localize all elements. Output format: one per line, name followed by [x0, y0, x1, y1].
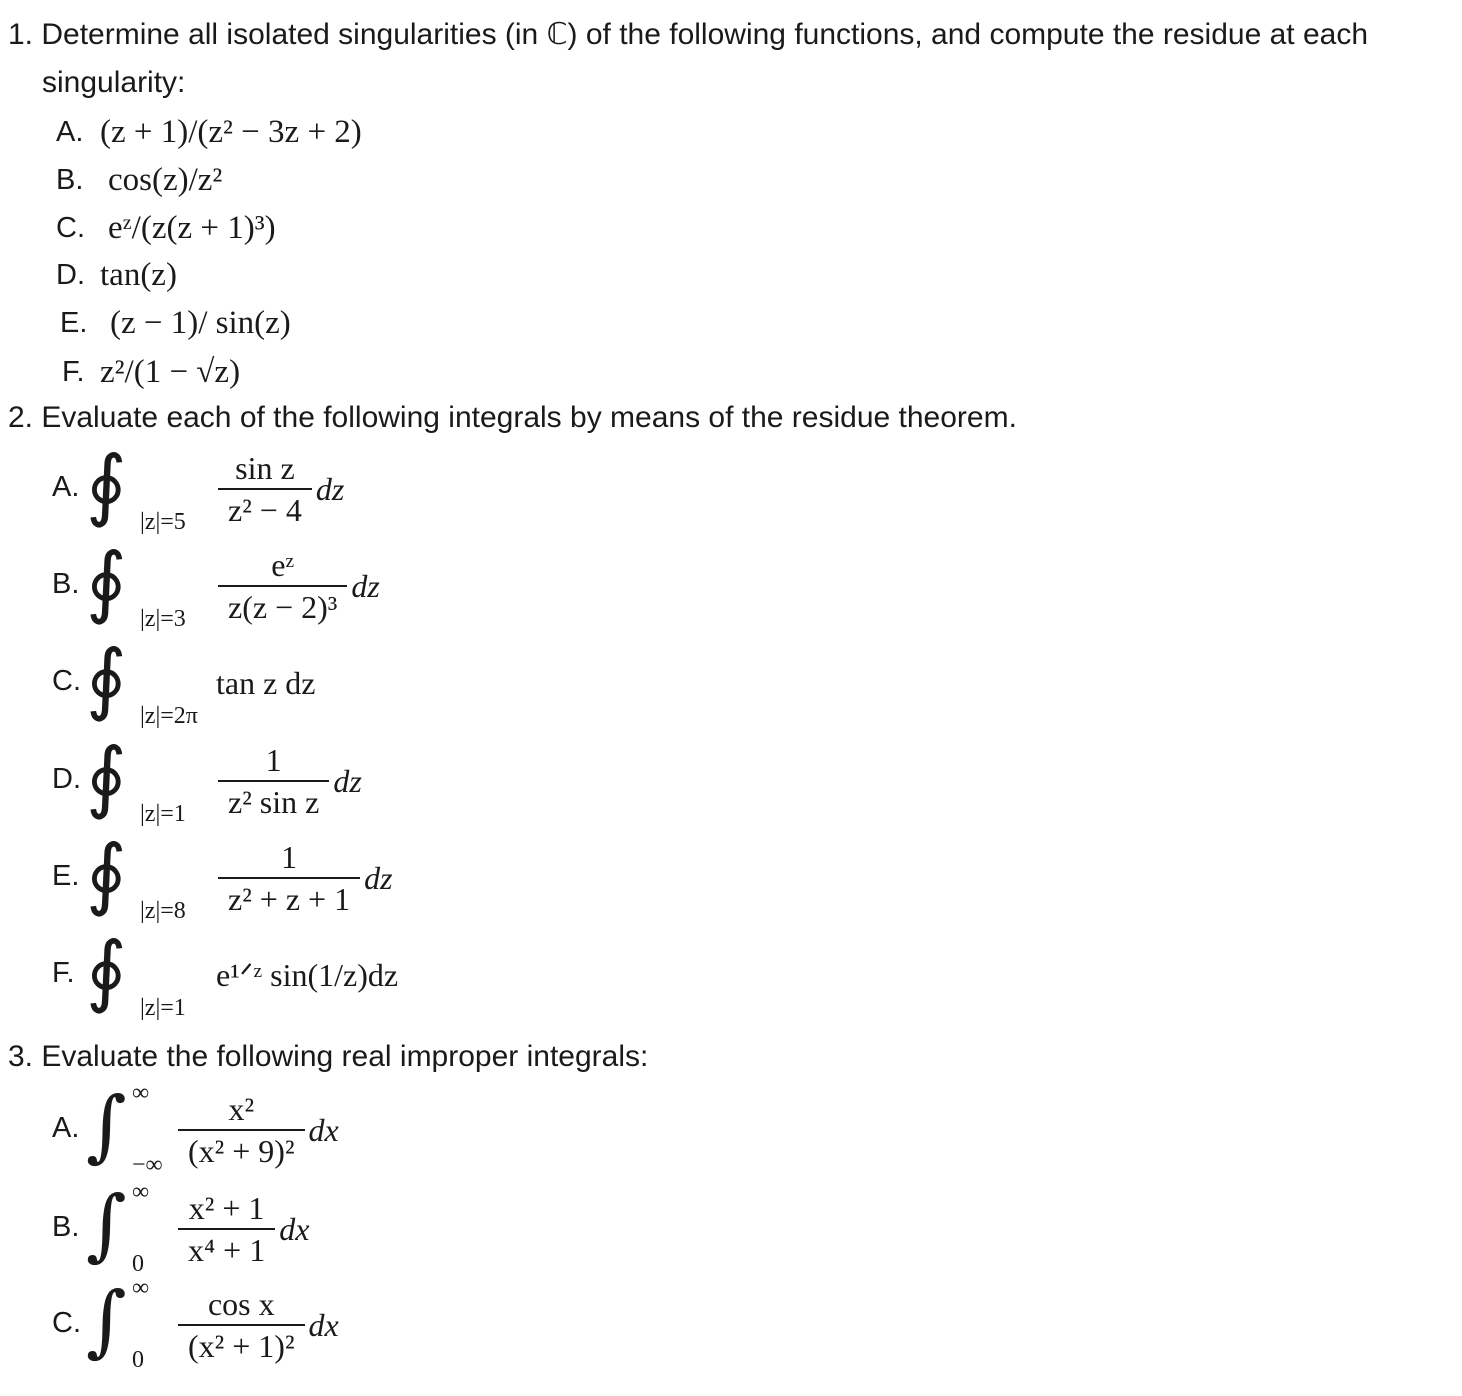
integrand-expression: tan z dz — [216, 665, 316, 701]
fraction — [176, 1089, 307, 1171]
fraction — [216, 740, 331, 822]
numerator: 1 — [281, 839, 298, 875]
upper-bound: ∞ — [132, 1179, 150, 1205]
item-label: E. — [60, 307, 88, 339]
item-label: B. — [52, 1211, 80, 1243]
integrand — [216, 740, 362, 822]
q1-heading: 1. Determine all isolated singularities (in ℂ) of the following functions, and compute the residue at each — [8, 18, 1369, 51]
function-expression: (z − 1)/ sin(z) — [110, 305, 291, 341]
item-label: A. — [56, 116, 84, 148]
denominator: (x² + 1)² — [188, 1328, 295, 1364]
integrand — [176, 1188, 309, 1270]
integral-sign-icon: ∫ — [86, 1276, 127, 1366]
lower-bound: |z|=3 — [140, 606, 186, 632]
integrand-expression: e¹ᐟᶻ sin(1/z)dz — [216, 957, 399, 993]
q1-heading-cont: singularity: — [42, 66, 186, 99]
denominator: (x² + 9)² — [188, 1133, 295, 1169]
item-label: D. — [52, 763, 81, 795]
item-label: A. — [52, 1112, 80, 1144]
fraction — [176, 1188, 277, 1270]
integrand — [216, 545, 380, 627]
integral-sign-icon: ∮ — [86, 829, 127, 919]
integrand — [216, 663, 316, 703]
item-label: F. — [52, 957, 75, 989]
lower-bound: |z|=5 — [140, 509, 186, 535]
numerator: 1 — [265, 742, 282, 778]
denominator: z(z − 2)³ — [228, 589, 338, 625]
integral-sign-icon: ∮ — [86, 537, 127, 627]
integrand — [216, 837, 393, 919]
item-label: C. — [56, 212, 85, 244]
fraction — [216, 448, 314, 530]
item-label: B. — [56, 164, 84, 196]
integral-sign-icon: ∫ — [86, 1180, 127, 1270]
lower-bound: 0 — [132, 1251, 144, 1277]
differential: dx — [308, 1306, 339, 1343]
integrand — [176, 1089, 339, 1171]
item-label: B. — [52, 568, 80, 600]
numerator: eᶻ — [271, 547, 295, 583]
lower-bound: |z|=1 — [140, 801, 186, 827]
item-label: F. — [62, 356, 85, 388]
item-label: C. — [52, 665, 81, 697]
integral-sign-icon: ∮ — [86, 440, 127, 530]
integrand — [176, 1284, 339, 1366]
lower-bound: 0 — [132, 1347, 144, 1373]
fraction — [216, 545, 349, 627]
function-expression: tan(z) — [100, 257, 177, 293]
fraction — [216, 837, 362, 919]
function-expression: eᶻ/(z(z + 1)³) — [108, 210, 276, 246]
q3-heading: 3. Evaluate the following real improper integrals: — [8, 1040, 649, 1073]
item-label: E. — [52, 860, 80, 892]
differential: dz — [315, 470, 345, 507]
differential: dx — [308, 1111, 339, 1148]
upper-bound: ∞ — [132, 1080, 150, 1106]
numerator: x² + 1 — [188, 1190, 265, 1226]
numerator: sin z — [235, 450, 295, 486]
denominator: x⁴ + 1 — [188, 1232, 266, 1268]
differential: dz — [364, 859, 393, 896]
lower-bound: −∞ — [132, 1152, 163, 1178]
function-expression: cos(z)/z² — [108, 162, 223, 198]
integral-sign-icon: ∫ — [86, 1081, 127, 1171]
lower-bound: |z|=8 — [140, 898, 186, 924]
numerator: x² — [228, 1091, 255, 1127]
integral-sign-icon: ∮ — [86, 634, 127, 724]
integrand — [216, 448, 344, 530]
differential: dz — [333, 762, 362, 799]
q2-heading: 2. Evaluate each of the following integrals by means of the residue theorem. — [8, 401, 1017, 434]
integral-sign-icon: ∮ — [86, 732, 127, 822]
integrand — [216, 955, 398, 995]
lower-bound: |z|=2π — [140, 703, 198, 729]
lower-bound: |z|=1 — [140, 995, 186, 1021]
denominator: z² + z + 1 — [228, 881, 351, 917]
denominator: z² − 4 — [228, 492, 302, 528]
item-label: A. — [52, 471, 80, 503]
numerator: cos x — [207, 1286, 275, 1322]
function-expression: z²/(1 − √z) — [100, 354, 241, 390]
item-label: C. — [52, 1307, 81, 1339]
integral-sign-icon: ∮ — [86, 926, 127, 1016]
fraction — [176, 1284, 307, 1366]
denominator: z² sin z — [228, 784, 320, 820]
item-label: D. — [56, 259, 85, 291]
upper-bound: ∞ — [132, 1275, 150, 1301]
function-expression: (z + 1)/(z² − 3z + 2) — [100, 114, 362, 150]
differential: dx — [279, 1210, 310, 1247]
differential: dz — [351, 567, 380, 604]
